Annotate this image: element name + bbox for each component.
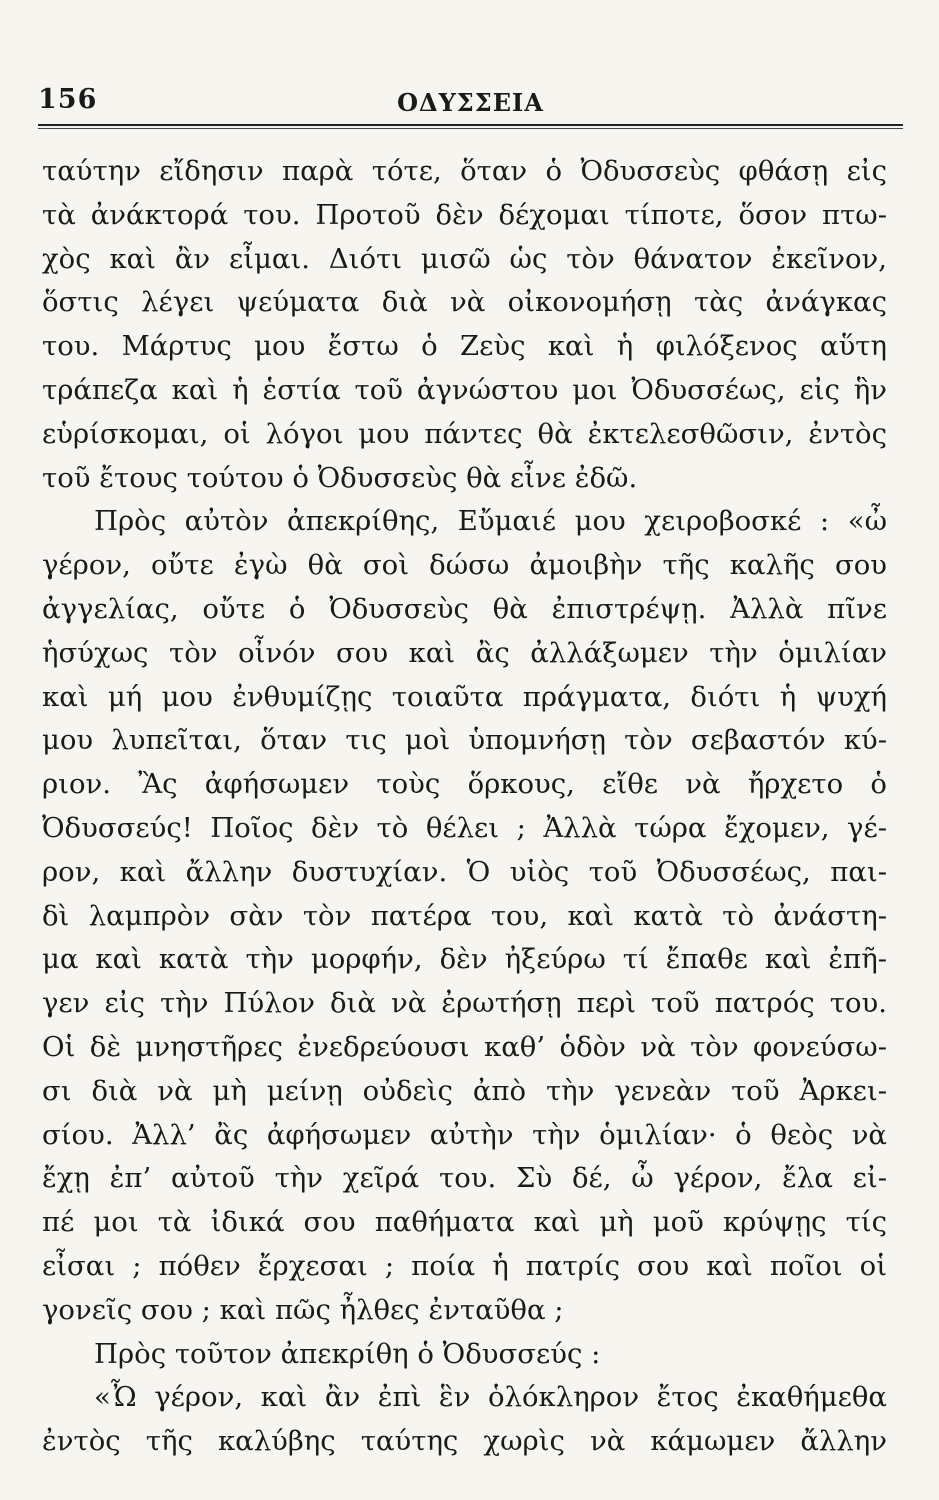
text-line: μου λυπεῖται, ὅταν τις μοὶ ὑπομνήσῃ τὸν σεβαστόν κύ- — [42, 724, 887, 757]
text-line: Πρὸς τοῦτον ἀπεκρίθη ὁ Ὀδυσσεύς : — [94, 1337, 601, 1370]
page-number: 156 — [38, 84, 98, 115]
text-line: γεν εἰς τὴν Πύλον διὰ νὰ ἐρωτήσῃ περὶ τοῦ πατρός του. — [42, 987, 887, 1020]
text-line: ἔχῃ ἐπ’ αὐτοῦ τὴν χεῖρά του. Σὺ δέ, ὦ γέρον, ἔλα εἰ- — [42, 1162, 887, 1195]
text-line: τοῦ ἔτους τούτου ὁ Ὀδυσσεὺς θὰ εἶνε ἐδῶ. — [42, 461, 638, 494]
header-rule-thin — [38, 128, 903, 129]
text-line: σι διὰ νὰ μὴ μείνῃ οὐδεὶς ἀπὸ τὴν γενεὰν τοῦ Ἀρκει- — [42, 1074, 887, 1107]
text-line: ριον. Ἂς ἀφήσωμεν τοὺς ὅρκους, εἴθε νὰ ἤρχετο ὁ — [42, 768, 887, 801]
text-line: ἐντὸς τῆς καλύβης ταύτης χωρὶς νὰ κάμωμεν ἄλλην — [42, 1425, 887, 1458]
running-title: ΟΔΥΣΣΕΙΑ — [397, 88, 544, 117]
text-line: ἀγγελίας, οὔτε ὁ Ὀδυσσεὺς θὰ ἐπιστρέψῃ. Ἀλλὰ πῖνε — [42, 592, 887, 625]
text-line: γονεῖς σου ; καὶ πῶς ἦλθες ἐνταῦθα ; — [42, 1293, 564, 1326]
text-line: εὑρίσκομαι, οἱ λόγοι μου πάντες θὰ ἐκτελεσθῶσιν, ἐντὸς — [42, 417, 887, 450]
text-line: Πρὸς αὐτὸν ἀπεκρίθης, Εὔμαιέ μου χειροβοσκέ : «ὦ — [94, 505, 887, 538]
text-line: σίου. Ἀλλ’ ἂς ἀφήσωμεν αὐτὴν τὴν ὁμιλίαν· ὁ θεὸς νὰ — [42, 1118, 887, 1151]
text-line: τράπεζα καὶ ἡ ἑστία τοῦ ἀγνώστου μοι Ὀδυσσέως, εἰς ἣν — [42, 373, 887, 406]
header-rule — [38, 124, 903, 126]
text-line: Οἱ δὲ μνηστῆρες ἐνεδρεύουσι καθ’ ὁδὸν νὰ τὸν φονεύσω- — [42, 1030, 887, 1063]
text-line: ἡσύχως τὸν οἶνόν σου καὶ ἂς ἀλλάξωμεν τὴν ὁμιλίαν — [42, 636, 887, 669]
body-text — [42, 150, 887, 1464]
text-line: καὶ μή μου ἐνθυμίζῃς τοιαῦτα πράγματα, διότι ἡ ψυχή — [42, 680, 887, 713]
text-line: του. Μάρτυς μου ἔστω ὁ Ζεὺς καὶ ἡ φιλόξενος αὕτη — [42, 330, 887, 363]
text-line: ρον, καὶ ἄλλην δυστυχίαν. Ὁ υἱὸς τοῦ Ὀδυσσέως, παι- — [42, 855, 887, 888]
text-line: ταύτην εἴδησιν παρὰ τότε, ὅταν ὁ Ὀδυσσεὺς φθάσῃ εἰς — [42, 155, 887, 187]
text-line: γέρον, οὔτε ἐγὼ θὰ σοὶ δώσω ἀμοιβὴν τῆς καλῆς σου — [42, 549, 887, 582]
text-line: μα καὶ κατὰ τὴν μορφήν, δὲν ἠξεύρω τί ἔπαθε καὶ ἐπῆ- — [42, 943, 887, 976]
text-line: χὸς καὶ ἂν εἶμαι. Διότι μισῶ ὡς τὸν θάνατον ἐκεῖνον, — [42, 242, 887, 275]
text-line: «Ὦ γέρον, καὶ ἂν ἐπὶ ἓν ὁλόκληρον ἔτος ἐκαθήμεθα — [94, 1381, 887, 1414]
text-line: πέ μοι τὰ ἰδικά σου παθήματα καὶ μὴ μοῦ κρύψῃς τίς — [42, 1206, 887, 1239]
text-line: τὰ ἀνάκτορά του. Προτοῦ δὲν δέχομαι τίποτε, ὅσον πτω- — [42, 198, 887, 231]
text-line: εἶσαι ; πόθεν ἔρχεσαι ; ποία ἡ πατρίς σου καὶ ποῖοι οἱ — [42, 1249, 887, 1282]
page-header — [38, 84, 903, 128]
text-line: Ὀδυσσεύς! Ποῖος δὲν τὸ θέλει ; Ἀλλὰ τώρα ἔχομεν, γέ- — [42, 811, 887, 844]
text-line: δὶ λαμπρὸν σὰν τὸν πατέρα του, καὶ κατὰ τὸ ἀνάστη- — [42, 899, 887, 932]
text-line: ὅστις λέγει ψεύματα διὰ νὰ οἰκονομήσῃ τὰς ἀνάγκας — [42, 286, 887, 319]
